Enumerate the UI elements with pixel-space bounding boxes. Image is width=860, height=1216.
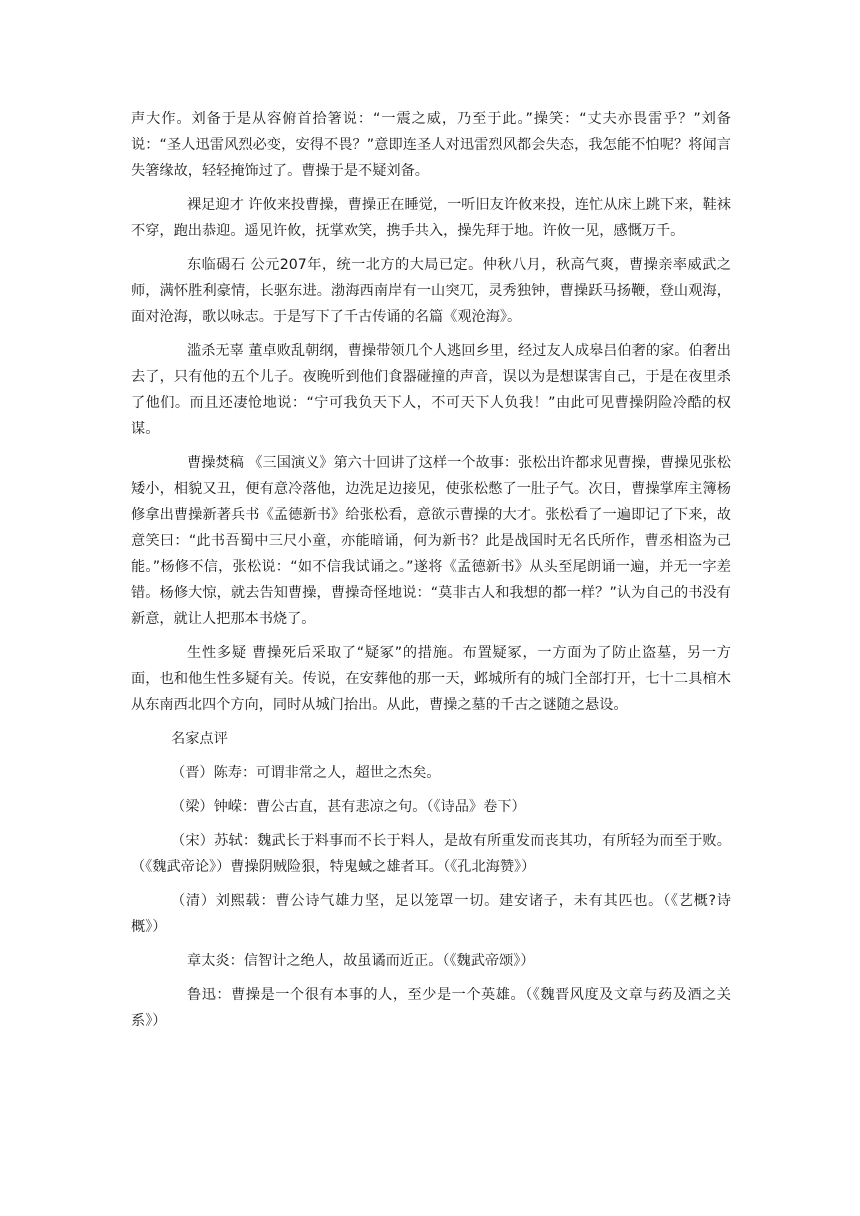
review-liu-xizai: （清）刘熙载：曹公诗气雄力坚，足以笼罩一切。建安诸子，未有其匹也。（《艺概?诗概》） [131,893,731,935]
section-heading: 名家点评 [171,731,228,747]
paragraph-burning-manuscript: 曹操焚稿 《三国演义》第六十回讲了这样一个故事：张松出许都求见曹操，曹操见张松矮小，相貌又丑，便有意冷落他，边洗足边接见，使张松憋了一肚子气。次日，曹操掌库主簿杨修拿出曹操新著兵书《孟德新书》给张松看，意欲示曹操的大才。张松看了一遍即记了下来，故意笑曰：“此书吾蜀中三尺小童，亦能暗诵，何为新书？此是战国时无名氏所作，曹丞相盗为己能。”杨修不信，张松说：“如不信我试诵之。”遂将《孟德新书》从头至尾朗诵一遍，并无一字差错。杨修大惊，就去告知曹操，曹操奇怪地说：“莫非古人和我想的都一样？”认为自己的书没有新意，就让人把那本书烧了。 [131,455,731,627]
document-body [131,106,731,1034]
paragraph-jieshi: 东临碣石 公元207年，统一北方的大局已定。仲秋八月，秋高气爽，曹操亲率威武之师，满怀胜利豪情，长驱东进。渤海西南岸有一山突兀，灵秀独钟，曹操跃马扬鞭，登山观海，面对沧海，歌以咏志。于是写下了千古传诵的名篇《观沧海》。 [131,257,731,325]
paragraph-bare-feet: 裸足迎才 许攸来投曹操，曹操正在睡觉，一听旧友许攸来投，连忙从床上跳下来，鞋袜不穿，跑出恭迎。遥见许攸，抚掌欢笑，携手共入，操先拜于地。许攸一见，感慨万千。 [131,197,731,239]
review-zhong-rong: （梁）钟嵘：曹公古直，甚有悲凉之句。（《诗品》卷下） [171,799,526,815]
review-lu-xun: 鲁迅：曹操是一个很有本事的人，至少是一个英雄。（《魏晋风度及文章与药及酒之关系》） [131,987,731,1029]
paragraph-continuation: 声大作。刘备于是从容俯首拾箸说：“一震之威，乃至于此。”操笑：“丈夫亦畏雷乎？”刘备说：“圣人迅雷风烈必变，安得不畏？”意即连圣人对迅雷烈风都会失态，我怎能不怕呢？将闻言失箸缘故，轻轻掩饰过了。曹操于是不疑刘备。 [131,111,731,179]
review-chen-shou: （晋）陈寿：可谓非常之人，超世之杰矣。 [171,765,441,781]
review-su-shi: （宋）苏轼：魏武长于料事而不长于料人，是故有所重发而丧其功，有所轻为而至于败。（《魏武帝论》）曹操阴贼险狠，特鬼蜮之雄者耳。（《孔北海赞》） [131,833,731,875]
paragraph-killing: 滥杀无辜 董卓败乱朝纲，曹操带领几个人逃回乡里，经过友人成皋吕伯奢的家。伯奢出去了，只有他的五个儿子。夜晚听到他们食器碰撞的声音，误以为是想谋害自己，于是在夜里杀了他们。而且还凄怆地说：“宁可我负天下人，不可天下人负我！”由此可见曹操阴险冷酷的权谋。 [131,343,731,437]
review-zhang-taiyan: 章太炎：信智计之绝人，故虽谲而近正。（《魏武帝颂》） [187,953,535,969]
paragraph-suspicion: 生性多疑 曹操死后采取了“疑冢”的措施。布置疑冢，一方面为了防止盗墓，另一方面，也和他生性多疑有关。传说，在安葬他的那一天，邺城所有的城门全部打开，七十二具棺木从东南西北四个方向，同时从城门抬出。从此，曹操之墓的千古之谜随之悬设。 [131,645,731,713]
